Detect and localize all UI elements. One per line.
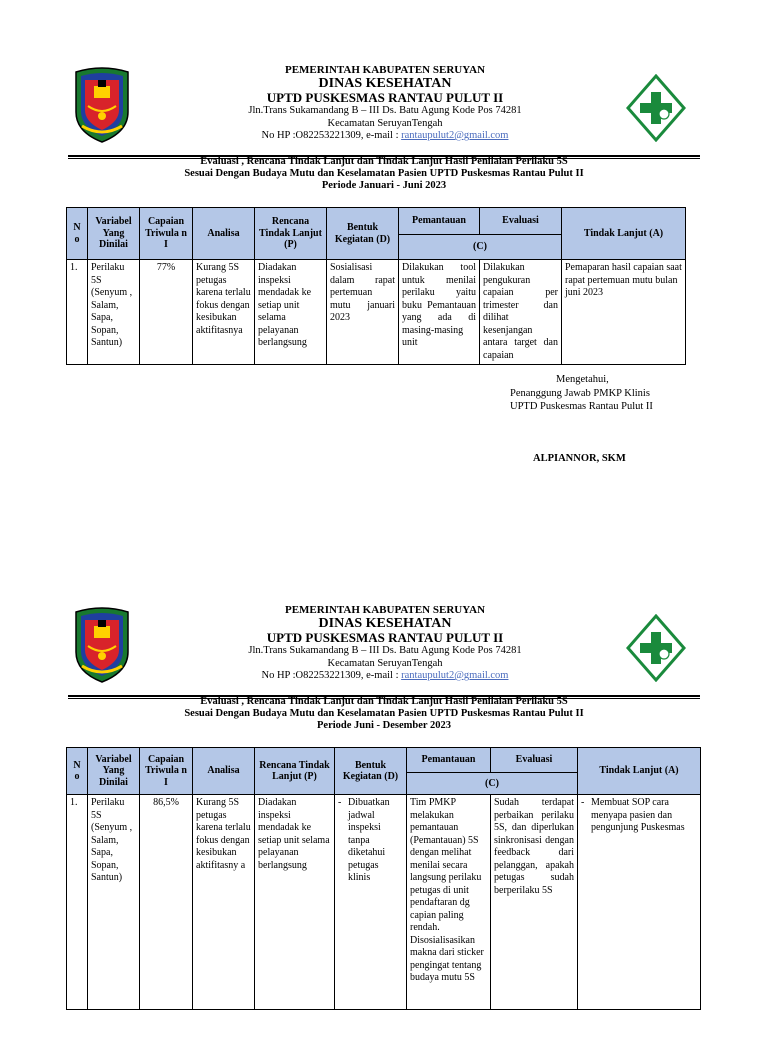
cell-achievement: 77%: [140, 260, 193, 365]
col-check: (C): [399, 235, 562, 260]
col-plan: Rencana Tindak Lanjut (P): [255, 748, 335, 795]
col-activity: Bentuk Kegiatan (D): [327, 208, 399, 260]
signature-role: Penanggung Jawab PMKP Klinis: [510, 388, 650, 399]
government-name: PEMERINTAH KABUPATEN SERUYAN: [284, 604, 486, 616]
cell-evaluation: Sudah terdapat perbaikan perilaku 5S, dan diperlukan sinkronisasi dengan feedback dari pelanggan, apakah petugas sudah berperilaku 5S: [491, 795, 578, 1010]
table-row: [67, 260, 686, 365]
cell-evaluation: Dilakukan pengukuran capaian per trimester dan dilihat kesenjangan antara target dan capaian: [480, 260, 562, 365]
regency-emblem-icon: [72, 606, 132, 684]
document-title: Evaluasi , Rencana Tindak Lanjut dan Tindak Lanjut Hasil Penilaian Perilaku 5S: [200, 696, 568, 707]
address: Jln.Trans Sukamandang B – III Ds. Batu Agung Kode Pos 74281: [248, 105, 522, 116]
document-title: Evaluasi , Rencana Tindak Lanjut dan Tindak Lanjut Hasil Penilaian Perilaku 5S: [200, 156, 568, 167]
period: Periode Januari - Juni 2023: [321, 180, 447, 191]
cell-variable: Perilaku 5S (Senyum , Salam, Sapa, Sopan, Santun): [88, 795, 140, 1010]
regency-emblem-icon: [72, 66, 132, 144]
contact-line: [180, 130, 590, 141]
col-no: N o: [67, 208, 88, 260]
cell-activity: Sosialisasi dalam rapat pertemuan mutu januari 2023: [327, 260, 399, 365]
government-name: PEMERINTAH KABUPATEN SERUYAN: [284, 64, 486, 76]
col-evaluation: Evaluasi: [480, 208, 562, 235]
district: Kecamatan SeruyanTengah: [327, 118, 443, 129]
cell-analysis: Kurang 5S petugas karena terlalu fokus dengan kesibukan aktifitasnya: [193, 260, 255, 365]
cell-followup: Pemaparan hasil capaian saat rapat pertemuan mutu bulan juni 2023: [562, 260, 686, 365]
col-evaluation: Evaluasi: [491, 748, 578, 773]
col-check: (C): [407, 773, 578, 795]
col-monitoring: Pemantauan: [407, 748, 491, 773]
col-followup: Tindak Lanjut (A): [578, 748, 701, 795]
cell-followup: - Membuat SOP cara menyapa pasien dan pengunjung Puskesmas: [578, 795, 701, 1010]
agency-name: DINAS KESEHATAN: [318, 76, 452, 91]
cell-activity: - Dibuatkan jadwal inspeksi tanpa diketahui petugas klinis: [335, 795, 407, 1010]
agency-name: DINAS KESEHATAN: [318, 616, 452, 631]
cell-monitoring: Tim PMKP melakukan pemantauan (Pemantauan) 5S dengan melihat menilai secara langsung perilaku petugas di unit pendaftaran dg capian paling rendah. Disosialisasikan makna dari sticker pengingat tentang budaya mutu 5S: [407, 795, 491, 1010]
cell-no: 1.: [67, 795, 88, 1010]
col-plan: Rencana Tindak Lanjut (P): [255, 208, 327, 260]
col-analysis: Analisa: [193, 208, 255, 260]
col-no: N o: [67, 748, 88, 795]
unit-name: UPTD PUSKESMAS RANTAU PULUT II: [266, 630, 504, 645]
signature-unit: UPTD Puskesmas Rantau Pulut II: [510, 401, 653, 412]
email-link[interactable]: rantaupulut2@gmail.com: [401, 130, 509, 141]
evaluation-document-2: [0, 540, 768, 1052]
col-monitoring: Pemantauan: [399, 208, 480, 235]
evaluation-table: [66, 207, 686, 365]
district: Kecamatan SeruyanTengah: [327, 658, 443, 669]
evaluation-document-1: [0, 0, 768, 512]
table-row: [67, 795, 701, 1010]
email-link[interactable]: rantaupulut2@gmail.com: [401, 670, 509, 681]
col-achievement: Capaian Triwula n I: [140, 208, 193, 260]
cell-monitoring: Dilakukan tool untuk menilai perilaku yaitu buku Pemantauan yang ada di masing-masing unit: [399, 260, 480, 365]
activity-text: Dibuatkan jadwal inspeksi tanpa diketahui petugas klinis: [348, 797, 390, 883]
document-subtitle: Sesuai Dengan Budaya Mutu dan Keselamatan Pasien UPTD Puskesmas Rantau Pulut II: [184, 708, 584, 719]
col-activity: Bentuk Kegiatan (D): [335, 748, 407, 795]
signature-acknowledged: Mengetahui,: [556, 374, 609, 385]
period: Periode Juni - Desember 2023: [317, 720, 451, 731]
signature-name: ALPIANNOR, SKM: [533, 453, 626, 464]
cell-no: 1.: [67, 260, 88, 365]
col-analysis: Analisa: [193, 748, 255, 795]
evaluation-table: [66, 747, 701, 1010]
address: Jln.Trans Sukamandang B – III Ds. Batu Agung Kode Pos 74281: [248, 645, 522, 656]
followup-text: Membuat SOP cara menyapa pasien dan pengunjung Puskesmas: [591, 797, 685, 833]
phone: No HP :O82253221309, e-mail :: [261, 130, 402, 141]
col-achievement: Capaian Triwula n I: [140, 748, 193, 795]
cell-plan: Diadakan inspeksi mendadak ke setiap unit selama pelayanan berlangsung: [255, 795, 335, 1010]
cell-plan: Diadakan inspeksi mendadak ke setiap unit selama pelayanan berlangsung: [255, 260, 327, 365]
puskesmas-cross-logo-icon: [626, 614, 686, 682]
col-followup: Tindak Lanjut (A): [562, 208, 686, 260]
col-variable: Variabel Yang Dinilai: [88, 208, 140, 260]
phone: No HP :O82253221309, e-mail :: [261, 670, 402, 681]
cell-analysis: Kurang 5S petugas karena terlalu fokus dengan kesibukan aktifitasny a: [193, 795, 255, 1010]
cell-achievement: 86,5%: [140, 795, 193, 1010]
col-variable: Variabel Yang Dinilai: [88, 748, 140, 795]
document-subtitle: Sesuai Dengan Budaya Mutu dan Keselamatan Pasien UPTD Puskesmas Rantau Pulut II: [184, 168, 584, 179]
contact-line: [180, 670, 590, 681]
unit-name: UPTD PUSKESMAS RANTAU PULUT II: [266, 90, 504, 105]
puskesmas-cross-logo-icon: [626, 74, 686, 142]
cell-variable: Perilaku 5S (Senyum , Salam, Sapa, Sopan, Santun): [88, 260, 140, 365]
